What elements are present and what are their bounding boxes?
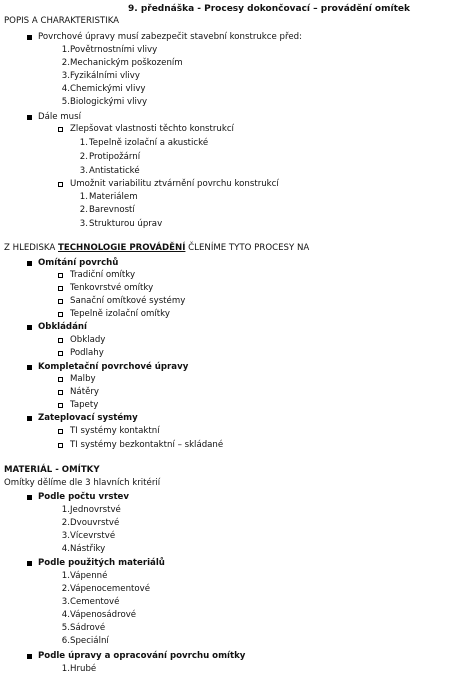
list-item: Tenkovrstvé omítky [70,283,154,293]
list-item: Vápenocementové [70,584,151,594]
bullet-square-icon [27,325,32,330]
list-number: 3. [79,219,88,229]
list-item: Protipožární [89,152,141,162]
bullet-square-icon [27,495,32,500]
list-item: Tapety [70,400,99,410]
list-number: 4. [61,544,70,554]
list-item: TI systémy kontaktní [70,426,160,436]
group-label: Zateplovací systémy [38,413,138,423]
list-item: Nástřiky [70,544,106,554]
list-number: 2. [61,518,70,528]
group-label: Kompletační povrchové úpravy [38,362,189,372]
list-item: Biologickými vlivy [70,97,148,107]
checkbox-bullet-icon [58,182,63,187]
list-item: Jednovrstvé [70,505,121,515]
list-item: Fyzikálními vlivy [70,71,140,81]
list-item: Cementové [70,597,120,607]
section-heading-material: MATERIÁL - OMÍTKY [4,465,100,475]
list-number: 1. [61,571,70,581]
checkbox-bullet-icon [58,390,63,395]
checkbox-bullet-icon [58,403,63,408]
list-number: 3. [79,166,88,176]
sub-bullet-text: Zlepšovat vlastnosti těchto konstrukcí [70,124,234,134]
list-item: Hrubé [70,664,97,674]
bullet-text: Povrchové úpravy musí zabezpečit stavební konstrukce před: [38,32,302,42]
list-item: Antistatické [89,166,140,176]
bullet-square-icon [27,561,32,566]
list-item: Obklady [70,335,106,345]
list-item: Speciální [70,636,109,646]
bullet-square-icon [27,261,32,266]
list-item: Povětrnostními vlivy [70,45,158,55]
list-item: Podlahy [70,348,104,358]
checkbox-bullet-icon [58,299,63,304]
list-number: 4. [61,84,70,94]
checkbox-bullet-icon [58,429,63,434]
checkbox-bullet-icon [58,273,63,278]
checkbox-bullet-icon [58,127,63,132]
list-item: Strukturou úprav [89,219,163,229]
group-label: Omítání povrchů [38,258,119,268]
list-item: Nátěry [70,387,99,397]
bullet-square-icon [27,115,32,120]
bullet-square-icon [27,35,32,40]
list-item: Chemickými vlivy [70,84,146,94]
list-number: 2. [79,205,88,215]
list-item: Sádrové [70,623,106,633]
list-item: Sanační omítkové systémy [70,296,186,306]
list-item: Materiálem [89,192,138,202]
bullet-square-icon [27,416,32,421]
list-number: 3. [61,531,70,541]
bullet-square-icon [27,654,32,659]
list-number: 3. [61,71,70,81]
list-number: 2. [61,584,70,594]
list-item: Mechanickým poškozením [70,58,183,68]
list-number: 4. [61,610,70,620]
list-number: 1. [61,664,70,674]
list-number: 3. [61,597,70,607]
section-intro: Omítky dělíme dle 3 hlavních kritérií [4,478,161,488]
list-number: 1. [61,45,70,55]
checkbox-bullet-icon [58,351,63,356]
list-number: 1. [79,138,88,148]
list-item: Vícevrstvé [70,531,116,541]
bullet-square-icon [27,365,32,370]
sub-bullet-text: Umožnit variabilitu ztvárnění povrchu konstrukcí [70,179,279,189]
group-label: Obkládání [38,322,87,332]
list-number: 5. [61,97,70,107]
section-heading-technologie: Z HLEDISKA TECHNOLOGIE PROVÁDĚNÍ ČLENÍME TYTO PROCESY NA [4,243,310,253]
list-item: Vápenné [70,571,108,581]
list-number: 5. [61,623,70,633]
list-item: Tepelně izolační omítky [70,309,170,319]
group-label: Podle použitých materiálů [38,558,165,568]
checkbox-bullet-icon [58,312,63,317]
document-title: 9. přednáška - Procesy dokončovací – provádění omítek [128,4,410,14]
checkbox-bullet-icon [58,377,63,382]
list-item: Tradiční omítky [70,270,136,280]
group-label: Podle úpravy a opracování povrchu omítky [38,651,246,661]
list-item: Barevností [89,205,135,215]
checkbox-bullet-icon [58,286,63,291]
list-item: Tepelně izolační a akustické [89,138,209,148]
list-number: 6. [61,636,70,646]
list-item: TI systémy bezkontaktní – skládané [70,440,224,450]
list-number: 2. [79,152,88,162]
checkbox-bullet-icon [58,338,63,343]
checkbox-bullet-icon [58,443,63,448]
list-number: 2. [61,58,70,68]
list-item: Vápenosádrové [70,610,137,620]
section-heading-popis: POPIS A CHARAKTERISTIKA [4,16,120,26]
list-number: 1. [61,505,70,515]
list-number: 1. [79,192,88,202]
list-item: Dvouvrstvé [70,518,120,528]
list-item: Malby [70,374,96,384]
bullet-text: Dále musí [38,112,81,122]
group-label: Podle počtu vrstev [38,492,129,502]
